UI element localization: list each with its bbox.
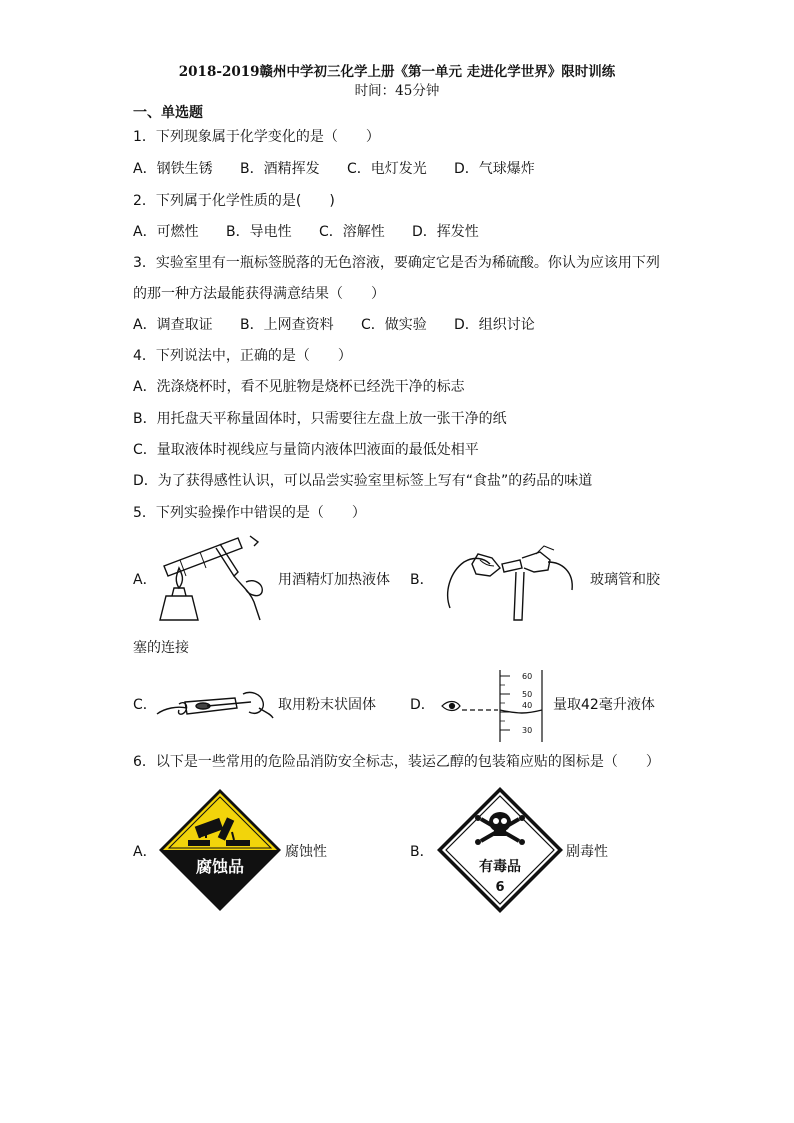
toxic-sign-label: 有毒品 [479,859,521,875]
question-2-option-b: B．导电性 [226,224,292,240]
cylinder-tick-50: 50 [522,690,533,699]
question-5-option-a-text: 用酒精灯加热液体 [278,572,390,588]
question-5-option-a-letter: A． [133,572,157,588]
cylinder-tick-40: 40 [522,701,533,710]
question-4-option-d: D．为了获得感性认识，可以品尝实验室里标签上写有“食盐”的药品的味道 [133,473,593,489]
alcohol-lamp-heating-illustration [150,532,270,624]
question-6-option-b-text: 剧毒性 [566,844,608,860]
question-6-option-b-letter: B． [410,844,434,860]
question-2-option-a: A．可燃性 [133,224,199,240]
section-title: 一、单选题 [133,105,203,121]
question-2-option-c: C．溶解性 [319,224,385,240]
question-5-option-b-letter: B． [410,572,434,588]
document-title: 2018-2019赣州中学初三化学上册《第一单元 走进化学世界》限时训练 [178,64,616,80]
question-1-option-b: B．酒精挥发 [240,161,320,177]
toxic-sign-class-number: 6 [495,880,505,895]
corrosive-hazard-sign [158,788,282,912]
question-5-option-d-text: 量取42毫升液体 [553,697,655,713]
question-3-stem-line-1: 3．实验室里有一瓶标签脱落的无色溶液，要确定它是否为稀硫酸。你认为应该用下列 [133,255,660,271]
question-1-stem: 1．下列现象属于化学变化的是（ ） [133,129,380,145]
question-4-stem: 4．下列说法中，正确的是（ ） [133,348,352,364]
question-3-stem-line-2: 的那一种方法最能获得满意结果（ ） [133,286,385,302]
question-3-option-a: A．调查取证 [133,317,213,333]
cylinder-tick-30: 30 [522,726,533,735]
question-5-option-c-letter: C． [133,697,157,713]
question-4-option-c: C．量取液体时视线应与量筒内液体凹液面的最低处相平 [133,442,479,458]
question-6-stem: 6．以下是一些常用的危险品消防安全标志，装运乙醇的包装箱应贴的图标是（ ） [133,754,660,770]
graduated-cylinder-reading-illustration [438,668,548,744]
question-5-option-d-letter: D． [410,697,435,713]
question-3-option-b: B．上网查资料 [240,317,334,333]
question-6-option-a-letter: A． [133,844,157,860]
question-5-option-b-continuation: 塞的连接 [133,640,189,656]
question-1-option-d: D．气球爆炸 [454,161,535,177]
time-limit: 时间：45分钟 [354,83,440,99]
question-4-option-a: A．洗涤烧杯时，看不见脏物是烧杯已经洗干净的标志 [133,379,465,395]
cylinder-tick-60: 60 [522,672,533,681]
question-2-option-d: D．挥发性 [412,224,479,240]
powder-spoon-illustration [155,684,275,724]
question-5-stem: 5．下列实验操作中错误的是（ ） [133,505,366,521]
question-3-option-c: C．做实验 [361,317,427,333]
glass-tube-stopper-illustration [440,542,582,626]
question-4-option-b: B．用托盘天平称量固体时，只需要往左盘上放一张干净的纸 [133,411,507,427]
question-6-option-a-text: 腐蚀性 [285,844,327,860]
toxic-hazard-sign [436,786,564,914]
corrosive-sign-label: 腐蚀品 [195,857,245,876]
question-1-option-a: A．钢铁生锈 [133,161,213,177]
question-5-option-c-text: 取用粉末状固体 [278,697,376,713]
question-1-option-c: C．电灯发光 [347,161,427,177]
question-2-stem: 2．下列属于化学性质的是( ) [133,193,335,209]
question-5-option-b-text: 玻璃管和胶 [590,572,660,588]
question-3-option-d: D．组织讨论 [454,317,535,333]
